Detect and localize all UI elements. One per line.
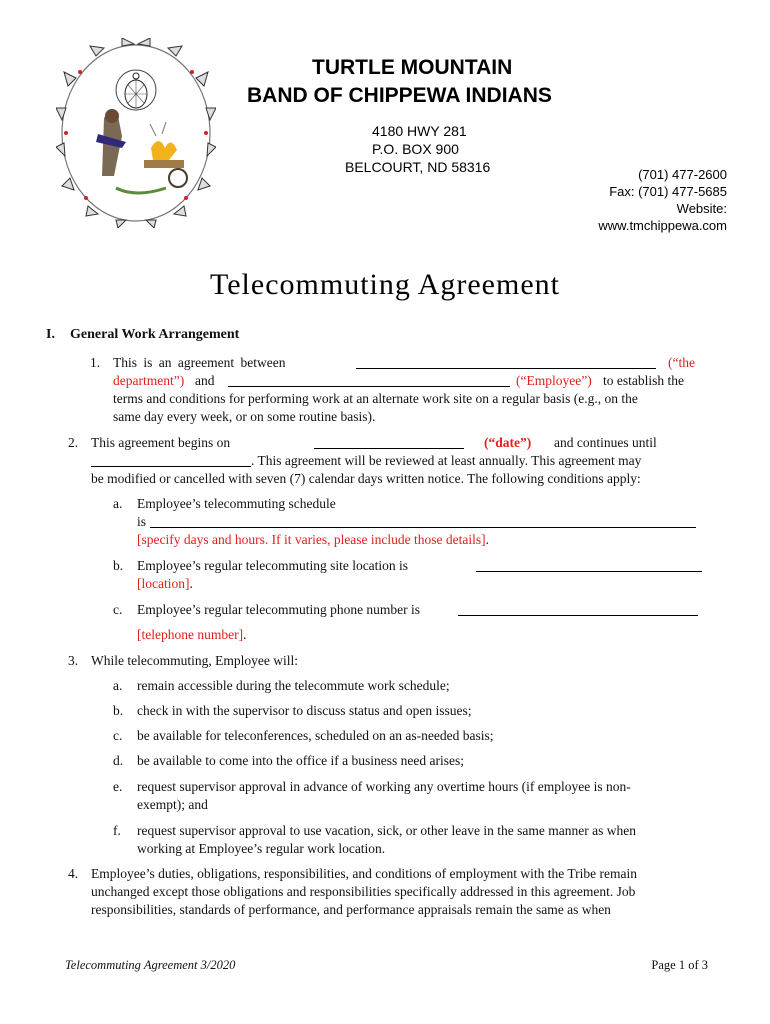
address-line2: P.O. BOX 900 — [372, 141, 459, 157]
address-line3: BELCOURT, ND 58316 — [345, 159, 491, 175]
sub-item-letter: a. — [113, 496, 123, 511]
item-text: terms and conditions for performing work at an alternate work site on a regular basis (e.g., on the — [113, 391, 638, 406]
placeholder-text: (“Employee”) — [516, 373, 592, 388]
item-text: Employee’s duties, obligations, responsibilities, and conditions of employment with the Tribe remain — [91, 866, 637, 881]
sub-item-text — [137, 626, 246, 644]
item-text: be modified or cancelled with seven (7) calendar days written notice. The following conditions apply: — [91, 471, 641, 486]
item-text: responsibilities, standards of performance, and performance appraisals remain the same as when — [91, 902, 611, 917]
section-number: I. — [46, 327, 55, 342]
section-title: General Work Arrangement — [70, 327, 240, 342]
org-name-line2: BAND OF CHIPPEWA INDIANS — [247, 84, 552, 107]
phone-blank[interactable] — [458, 603, 698, 616]
sub-item-letter: f. — [113, 823, 121, 838]
item-number: 3. — [68, 653, 79, 668]
phone-number: (701) 477-2600 — [638, 167, 727, 182]
sub-item-text: working at Employee’s regular work location. — [137, 841, 386, 856]
sub-item-text: Employee’s regular telecommuting site location is — [137, 558, 409, 573]
sub-item-text: Employee’s telecommuting schedule — [137, 496, 336, 511]
item-number: 4. — [68, 866, 79, 881]
sub-item-letter: c. — [113, 602, 123, 617]
sub-item-letter: b. — [113, 558, 124, 573]
placeholder-text: [location] — [137, 576, 190, 591]
sub-item-letter: e. — [113, 779, 123, 794]
sub-item-text: check in with the supervisor to discuss status and open issues; — [137, 703, 472, 718]
sub-item-text: exempt); and — [137, 797, 208, 812]
sub-item-text: remain accessible during the telecommute work schedule; — [137, 678, 450, 693]
organization-name — [247, 54, 647, 110]
section-heading — [46, 327, 239, 343]
page-number: Page 1 of 3 — [651, 958, 708, 972]
department-blank[interactable] — [356, 356, 656, 369]
placeholder-text: [specify days and hours. If it varies, please include those details] — [137, 532, 486, 547]
item-number: 1. — [90, 355, 101, 370]
placeholder-text: (“the — [668, 355, 695, 370]
item-text: same day every week, or on some routine basis). — [113, 409, 376, 424]
item-number: 2. — [68, 435, 79, 450]
footer-document-label: Telecommuting Agreement 3/2020 — [65, 958, 236, 972]
start-date-blank[interactable] — [314, 436, 464, 449]
website-url[interactable]: www.tmchippewa.com — [598, 218, 727, 233]
item-text: and — [195, 373, 215, 388]
item-text: This is an agreement between — [113, 355, 286, 370]
address-line1: 4180 HWY 281 — [372, 123, 467, 139]
sub-item-text: be available to come into the office if a business need arises; — [137, 753, 465, 768]
sub-item-text: is — [137, 514, 147, 529]
period: . — [485, 532, 490, 547]
placeholder-text: [telephone number] — [137, 627, 244, 642]
placeholder-text: (“date”) — [484, 435, 532, 450]
period: . — [189, 576, 193, 591]
mailing-address — [345, 122, 490, 176]
item-text: unchanged except those obligations and responsibilities specifically addressed in this agreement. Job — [91, 884, 636, 899]
sub-item-letter: a. — [113, 678, 123, 693]
sub-item-text: Employee’s regular telecommuting phone number is — [137, 602, 421, 617]
sub-item-text — [137, 575, 193, 593]
sub-item-text: request supervisor approval to use vacation, sick, or other leave in the same manner as when — [137, 823, 636, 838]
website-label: Website: — [676, 201, 727, 216]
item-text: and continues until — [554, 435, 657, 450]
sub-item-text — [137, 531, 489, 549]
sub-item-letter: c. — [113, 728, 123, 743]
contact-info — [598, 166, 727, 234]
end-date-blank[interactable] — [91, 454, 251, 467]
item-text: While telecommuting, Employee will: — [91, 653, 298, 668]
sub-item-text: be available for teleconferences, scheduled on an as-needed basis; — [137, 728, 494, 743]
item-text: . This agreement will be reviewed at least annually. This agreement may — [251, 453, 642, 468]
document-title: Telecommuting Agreement — [210, 268, 560, 301]
sub-item-letter: d. — [113, 753, 124, 768]
period: . — [243, 627, 247, 642]
employee-blank[interactable] — [228, 374, 510, 387]
item-text: This agreement begins on — [91, 435, 231, 450]
fax-number: Fax: (701) 477-5685 — [609, 184, 727, 199]
placeholder-text: department”) — [113, 373, 185, 388]
tribal-seal-logo — [56, 38, 216, 228]
schedule-blank[interactable] — [150, 515, 696, 528]
org-name-line1: TURTLE MOUNTAIN — [312, 56, 513, 79]
location-blank[interactable] — [476, 559, 702, 572]
sub-item-text: request supervisor approval in advance of working any overtime hours (if employee is non- — [137, 779, 631, 794]
sub-item-letter: b. — [113, 703, 124, 718]
item-text: to establish the — [603, 373, 684, 388]
